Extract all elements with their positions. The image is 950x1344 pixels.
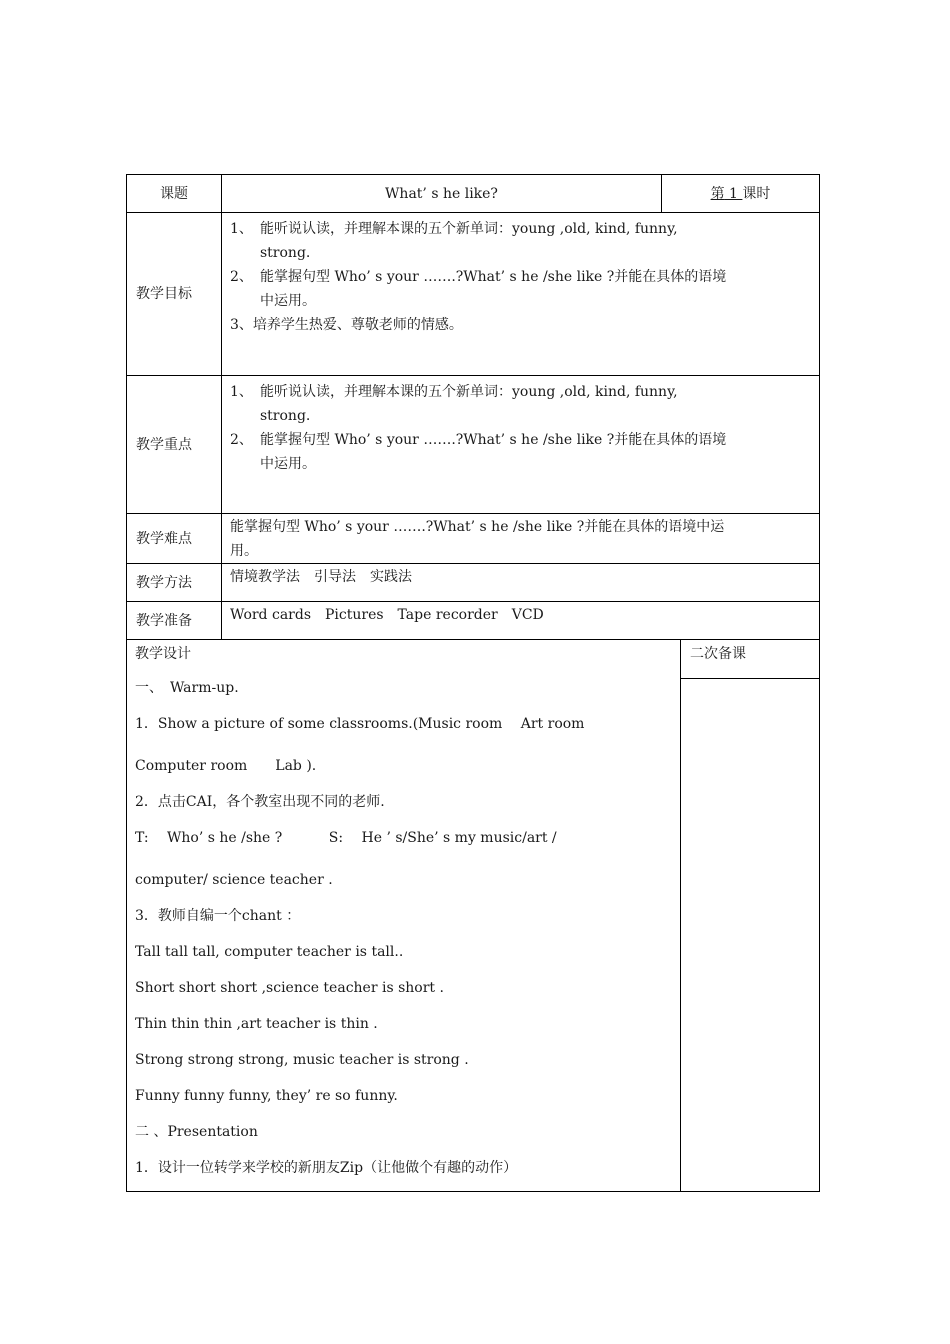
design-line: 二 、Presentation bbox=[135, 1124, 258, 1140]
design-line: Thin thin thin ,art teacher is thin . bbox=[135, 1016, 378, 1032]
design-line: 一、 Warm-up. bbox=[135, 680, 239, 696]
design-main bbox=[127, 640, 681, 1192]
design-line: 1．设计一位转学来学校的新朋友Zip（让他做个有趣的动作） bbox=[135, 1160, 518, 1176]
objectives-content bbox=[222, 213, 820, 376]
design-line: Short short short ,science teacher is short . bbox=[135, 980, 444, 996]
preparation-content: Word cards Pictures Tape recorder VCD bbox=[222, 602, 820, 640]
key-points-row bbox=[127, 376, 820, 514]
difficulty-content: 能掌握句型 Who’ s your …….?What’ s he /she like ?并能在具体的语境中运用。 bbox=[222, 514, 820, 564]
period-number: 1 bbox=[724, 185, 743, 202]
design-line: Tall tall tall, computer teacher is tall.. bbox=[135, 944, 404, 960]
key-point-item: 1、 能听说认读，并理解本课的五个新单词：young ,old, kind, funny, strong. bbox=[230, 384, 678, 424]
design-side bbox=[681, 640, 820, 1192]
key-point-item: 2、 能掌握句型 Who’ s your …….?What’ s he /she like ?并能在具体的语境中运用。 bbox=[230, 432, 727, 472]
objective-item: 1、 能听说认读，并理解本课的五个新单词：young ,old, kind, funny, strong. bbox=[230, 221, 678, 261]
objective-item: 2、 能掌握句型 Who’ s your …….?What’ s he /she like ?并能在具体的语境中运用。 bbox=[230, 269, 727, 309]
design-line: 3．教师自编一个chant ： bbox=[135, 908, 301, 924]
period-cell bbox=[662, 175, 820, 213]
lesson-plan-table bbox=[126, 174, 820, 1192]
period-prefix: 第 bbox=[710, 185, 725, 202]
key-points-label: 教学重点 bbox=[127, 376, 222, 514]
design-line: Computer room Lab ). bbox=[135, 758, 317, 774]
topic-value: What’ s he like? bbox=[222, 175, 662, 213]
objectives-row bbox=[127, 213, 820, 376]
objective-item: 3、培养学生热爱、尊敬老师的情感。 bbox=[230, 317, 463, 333]
design-line: T: Who’ s he /she ? S: He ’ s/She’ s my music/art / bbox=[135, 830, 557, 846]
lesson-plan-document bbox=[126, 174, 819, 1192]
methods-row bbox=[127, 564, 820, 602]
difficulty-row bbox=[127, 514, 820, 564]
topic-row bbox=[127, 175, 820, 213]
second-prep-label: 二次备课 bbox=[681, 640, 819, 679]
topic-label: 课题 bbox=[127, 175, 222, 213]
difficulty-label: 教学难点 bbox=[127, 514, 222, 564]
methods-label: 教学方法 bbox=[127, 564, 222, 602]
objectives-label: 教学目标 bbox=[127, 213, 222, 376]
design-line: 1．Show a picture of some classrooms.(Music room Art room bbox=[135, 716, 585, 732]
design-line: Funny funny funny, they’ re so funny. bbox=[135, 1088, 398, 1104]
methods-content: 情境教学法 引导法 实践法 bbox=[222, 564, 820, 602]
design-line: 2．点击CAI，各个教室出现不同的老师. bbox=[135, 794, 385, 810]
key-points-content bbox=[222, 376, 820, 514]
design-label: 教学设计 bbox=[135, 646, 191, 662]
design-line: computer/ science teacher . bbox=[135, 872, 333, 888]
period-suffix: 课时 bbox=[742, 185, 771, 202]
design-line: Strong strong strong, music teacher is strong . bbox=[135, 1052, 469, 1068]
preparation-label: 教学准备 bbox=[127, 602, 222, 640]
preparation-row bbox=[127, 602, 820, 640]
design-body bbox=[127, 640, 680, 1186]
design-row bbox=[127, 640, 820, 1192]
